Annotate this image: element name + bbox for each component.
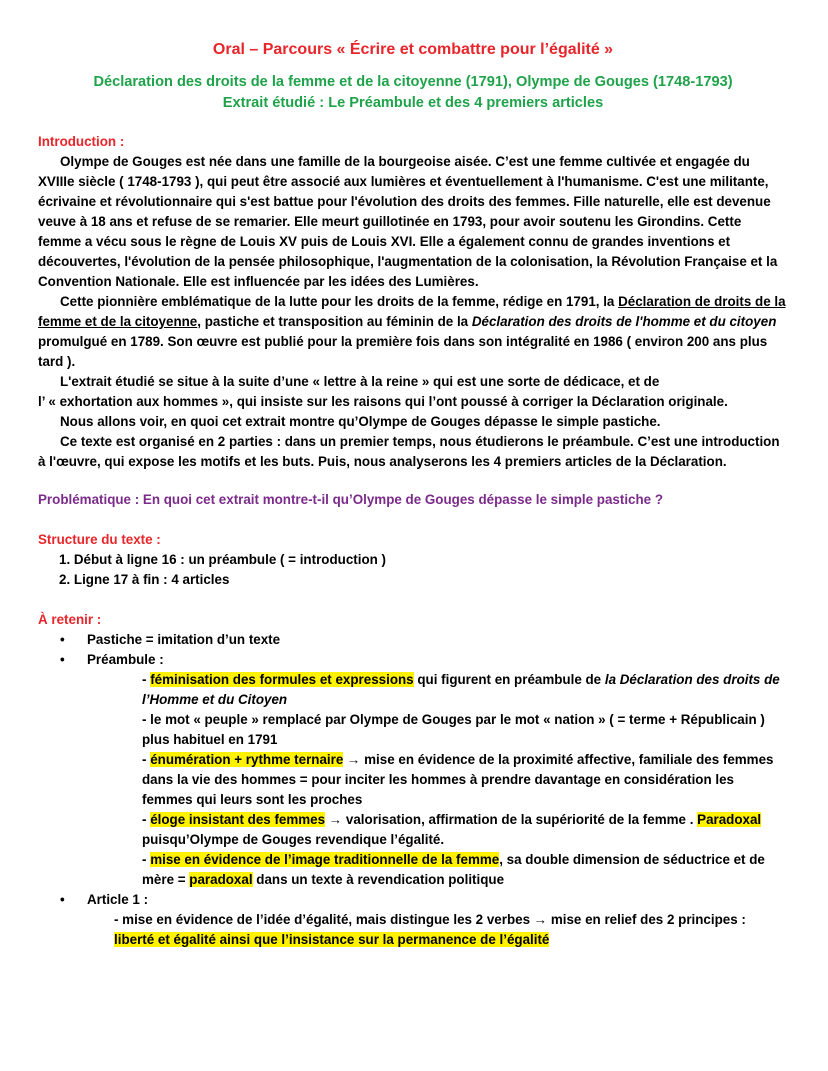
- subtitle-line-2: Extrait étudié : Le Préambule et des 4 premiers articles: [222, 95, 604, 111]
- structure-heading: Structure du texte :: [38, 532, 161, 547]
- intro-paragraph-1: Olympe de Gouges est née dans une famille de la bourgeoise aisée. C’est une femme cultivée et engagée du XVIIIe siècle ( 1748-1793 ), qui peut être associé aux lumières et éventuellement à l'humanisme. C'est une militante, écrivaine et révolutionnaire qui s'est battue pour l'évolution des droits des femmes. Fille naturelle, elle est devenue veuve à 18 ans et refuse de se remarier. Elle meurt guillotinée en 1793, pour avoir soutenu les Girondins. Cette femme a vécu sous le règne de Louis XV puis de Louis XVI. Elle a également connu de grandes inventions et découvertes, l'évolution de la pensée philosophique, l'augmentation de la colonisation, la Révolution Française et la Convention Nationale. Elle est influencée par les idées des Lumières.: [38, 154, 778, 289]
- preambule-point: - éloge insistant des femmes → valorisation, affirmation de la supériorité de la femme . Paradoxal puisqu’Olympe de Gouges revendique l’égalité.: [142, 812, 762, 847]
- retenir-heading: À retenir :: [38, 612, 102, 627]
- article1-points: [87, 910, 788, 950]
- article1-label: • Article 1 :: [87, 892, 149, 907]
- declaration-title-underlined: Déclaration de droits de la femme et de la citoyenne: [38, 294, 786, 329]
- list-item: • Pastiche = imitation d’un texte: [60, 630, 788, 650]
- intro-paragraph-4: Nous allons voir, en quoi cet extrait montre qu’Olympe de Gouges dépasse le simple pastiche.: [60, 414, 661, 429]
- article1-point: - mise en évidence de l’idée d’égalité, mais distingue les 2 verbes → mise en relief des 2 principes :: [114, 912, 746, 927]
- structure-item: 1. Début à ligne 16 : un préambule ( = introduction ): [59, 552, 386, 567]
- preambule-point: - féminisation des formules et expressions qui figurent en préambule de la Déclaration des droits de l’Homme et du Citoyen: [142, 672, 780, 707]
- preambule-points: [87, 670, 788, 890]
- list-item: [60, 650, 788, 890]
- preambule-point: - le mot « peuple » remplacé par Olympe de Gouges par le mot « nation » ( = terme + Républicain ) plus habituel en 1791: [142, 712, 765, 747]
- subtitle-line-1: Déclaration des droits de la femme et de la citoyenne (1791), Olympe de Gouges (1748-1793): [93, 74, 733, 90]
- intro-paragraph-3: L'extrait étudié se situe à la suite d’une « lettre à la reine » qui est une sorte de dédicace, et de l’ « exhortation aux hommes », qui insiste sur les raisons qui l’ont poussé à corriger la Déclaration originale.: [38, 374, 728, 409]
- intro-paragraph-5: Ce texte est organisé en 2 parties : dans un premier temps, nous étudierons le préambule. C’est une introduction à l'œuvre, qui expose les motifs et les buts. Puis, nous analyserons les 4 premiers articles de la Déclaration.: [38, 434, 780, 469]
- preambule-label: • Préambule :: [87, 652, 164, 667]
- document-title: Oral – Parcours « Écrire et combattre pour l’égalité »: [212, 41, 614, 58]
- intro-paragraph-2: Cette pionnière emblématique de la lutte pour les droits de la femme, rédige en 1791, la Déclaration de droits de la femme et de la citoyenne, pastiche et transposition au féminin de la Déclaration des droits de l'homme et du citoyen promulgué en 1789. Son œuvre est publié pour la première fois dans son intégralité en 1986 ( environ 200 ans plus tard ).: [38, 294, 786, 369]
- structure-item: 2. Ligne 17 à fin : 4 articles: [59, 572, 230, 587]
- introduction-heading: Introduction :: [38, 134, 125, 149]
- preambule-point: - énumération + rythme ternaire → mise en évidence de la proximité affective, familiale des femmes dans la vie des hommes = pour inciter les hommes à prendre davantage en considération les femmes qui leurs sont les proches: [142, 752, 774, 807]
- declaration-homme-title: Déclaration des droits de l'homme et du citoyen: [471, 314, 777, 329]
- preambule-point: - mise en évidence de l’image traditionnelle de la femme, sa double dimension de séductrice et de mère = paradoxal dans un texte à revendication politique: [142, 852, 765, 887]
- article1-point: liberté et égalité ainsi que l’insistance sur la permanence de l’égalité: [114, 932, 550, 947]
- structure-list: [38, 550, 788, 590]
- problematique: Problématique : En quoi cet extrait montre-t-il qu’Olympe de Gouges dépasse le simple pastiche ?: [38, 492, 664, 507]
- list-item: [60, 890, 788, 950]
- retenir-list: [38, 630, 788, 950]
- document-subtitle: [38, 72, 788, 114]
